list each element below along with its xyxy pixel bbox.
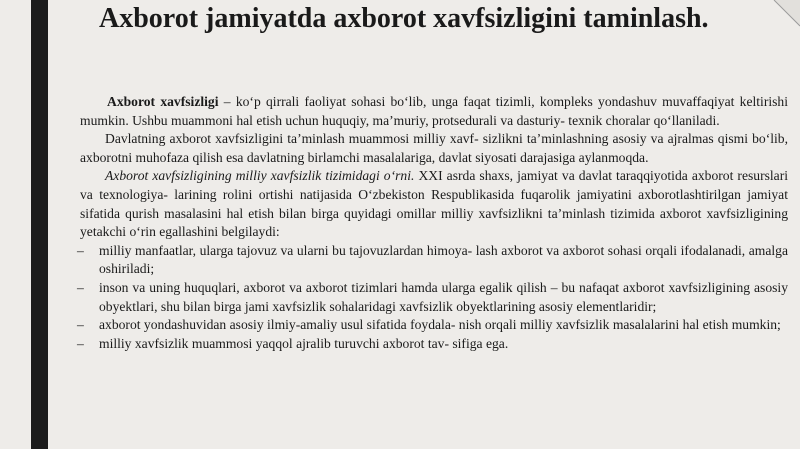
list-item-text: axborot yondashuvidan asosiy ilmiy-amaliy usul sifatida foydala- nish orqali milliy xavfsizlik masalalarini hal etish mumkin;	[99, 317, 781, 333]
left-accent-bar	[31, 0, 48, 449]
list-item	[77, 279, 788, 316]
dash-bullet-icon: –	[77, 335, 84, 351]
list-item	[77, 242, 788, 279]
paragraph-national-security	[80, 167, 788, 241]
slide-title: Axborot jamiyatda axborot xavfsizligini taminlash.	[99, 3, 709, 34]
list-item	[77, 335, 788, 354]
list-item	[77, 316, 788, 335]
paragraph-state-security	[80, 130, 788, 167]
term-axborot-xavfsizligi: Axborot xavfsizligi	[107, 94, 219, 109]
dash-bullet-icon: –	[77, 279, 84, 295]
paragraph-definition-text: – ko‘p qirrali faoliyat sohasi bo‘lib, unga faqat tizimli, kompleks yondashuv muvaffaqiyat keltirishi mumkin. Ushbu muammoni hal etish uchun huquqiy, ma’muriy, protsedurali va dasturiy- texnik choralar qo‘llaniladi.	[80, 94, 788, 128]
list-item-text: milliy manfaatlar, ularga tajovuz va ularni bu tajovuzlardan himoya- lash axborot va axborot sohasi orqali ifodalanadi, amalga oshiriladi;	[99, 242, 788, 277]
dash-bullet-icon: –	[77, 317, 84, 333]
list-item-text: inson va uning huquqlari, axborot va axborot tizimlari hamda ularga egalik qilish – bu nafaqat axborot xavfsizligining asosiy obyektlari, shu bilan birga jami xavfsizlik sohalaridagi xavfsizlik obyektlarining asosiy elementlaridir;	[99, 279, 788, 314]
corner-triangle-decoration	[766, 0, 800, 34]
paragraph-state-security-text: Davlatning axborot xavfsizligini ta’minlash muammosi milliy xavf- sizlikni ta’minlashning asosiy va ajralmas qismi bo‘lib, axborotni muhofaza qilish esa davlatning birlamchi masalalariga, davlat siyosati darajasiga aylanmoqda.	[80, 131, 788, 165]
list-item-text: milliy xavfsizlik muammosi yaqqol ajralib turuvchi axborot tav- sifiga ega.	[99, 335, 509, 351]
factors-list	[77, 242, 788, 354]
paragraph-definition	[80, 93, 788, 130]
dash-bullet-icon: –	[77, 242, 84, 258]
slide-body	[77, 93, 788, 353]
paragraph-national-security-text: XXI asrda shaxs, jamiyat va davlat taraqqiyotida axborot resurslari va texnologiya- larining rolini ortishi natijasida O‘zbekiston Respublikasida fuqarolik jamiyatini axborotlashtirilgan jamiyat sifatida qurish masalasini hal etish bilan birga quyidagi omillar milliy xavfsizlikni ta’minlash tizimida axborot xavfsizligining yetakchi o‘rin egallashini belgilaydi:	[80, 168, 788, 240]
term-national-security-role: Axborot xavfsizligining milliy xavfsizlik tizimidagi o‘rni.	[105, 168, 415, 184]
